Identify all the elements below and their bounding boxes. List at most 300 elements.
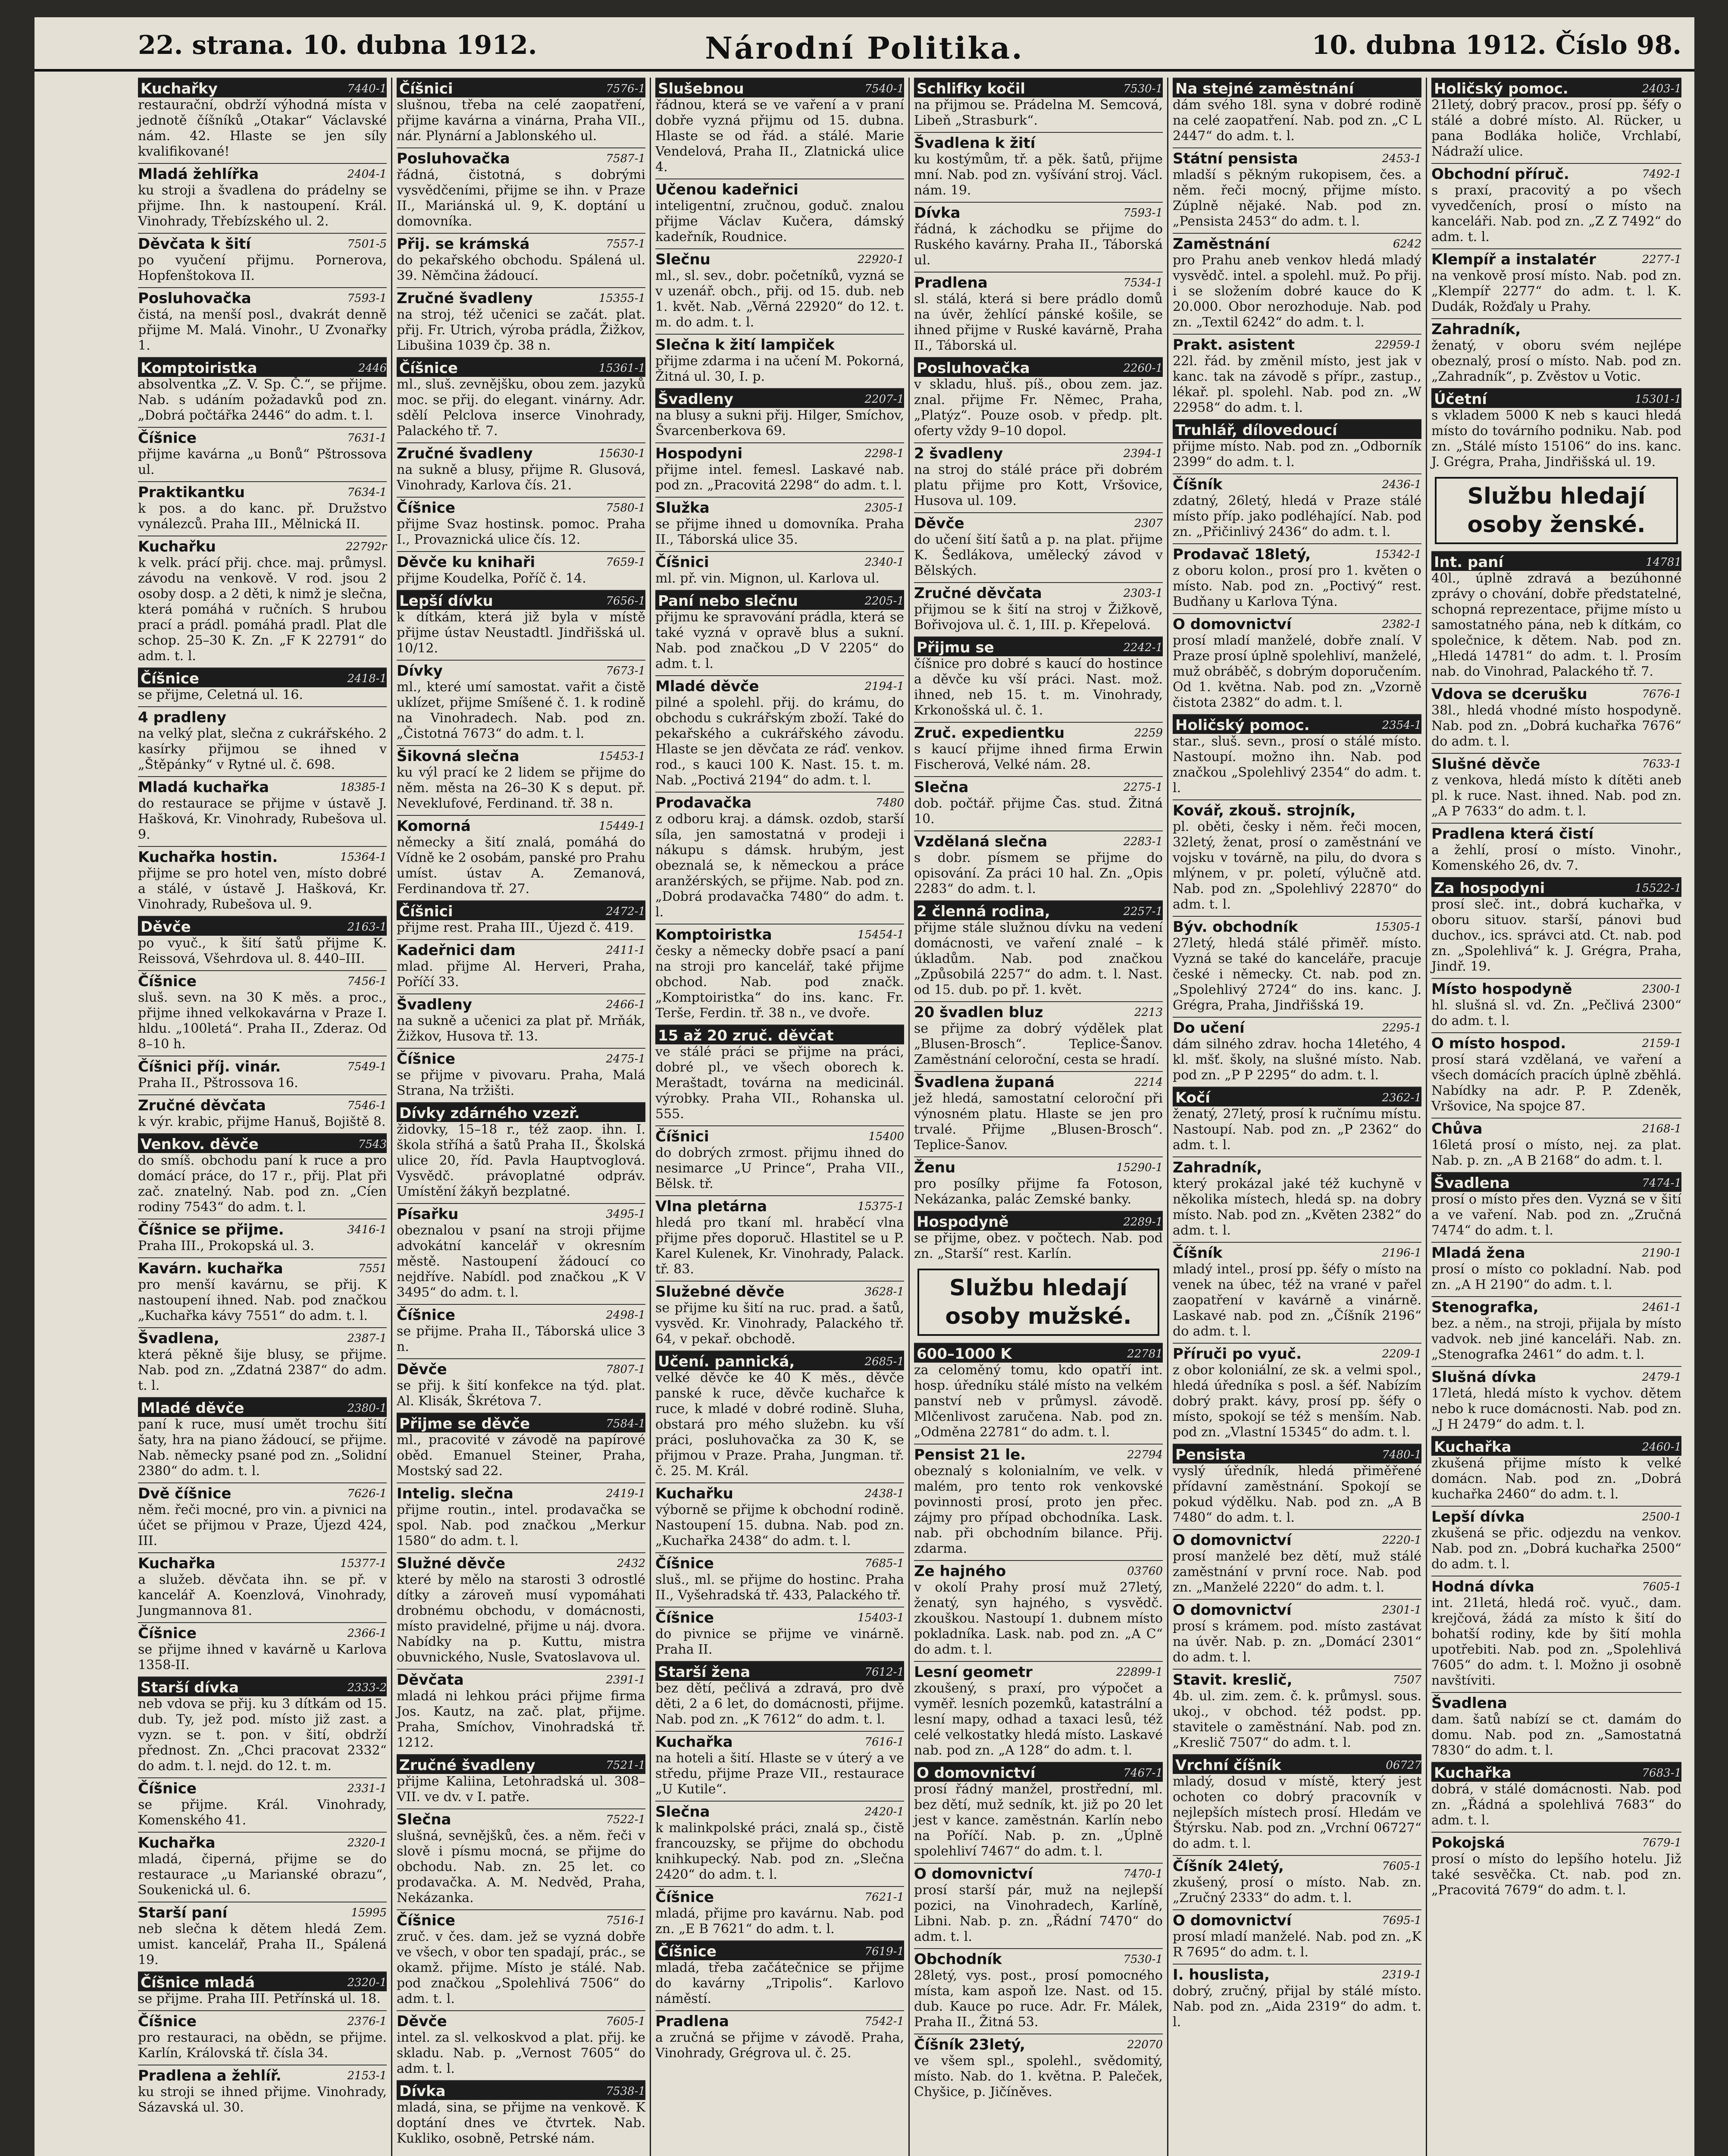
ad-heading xyxy=(655,1801,904,1821)
ad-heading-text: Číšnice xyxy=(655,1555,714,1572)
ad-body-text: zkoušený, s praxí, pro výpočet a vyměř. lesních pozemků, katastrální a lesní mapy, odhad a taxaci lesů, též celé velkostatky hledá místo. Laskavé nab. pod zn. „A 128“ do adm. t. l. xyxy=(914,1681,1163,1758)
ad-reference-number: 15630-1 xyxy=(598,447,645,460)
classified-ad xyxy=(1431,753,1681,819)
classified-ad xyxy=(914,1343,1163,1440)
ad-heading xyxy=(1173,1156,1421,1176)
classified-ad xyxy=(397,497,645,548)
ad-heading xyxy=(914,1948,1163,1968)
ad-reference-number: 7440-1 xyxy=(347,82,387,95)
ad-body-text: prosí stará vzdělaná, ve vaření a všech domácích pracích úplně zběhlá. Nabídky na adr. P. P. Zdeněk, Vršovice, Na spojce 87. xyxy=(1431,1052,1681,1114)
ad-heading xyxy=(1431,877,1681,897)
ad-heading-text: Posluhovačka xyxy=(397,150,510,167)
classified-ad xyxy=(914,1071,1163,1153)
classified-ad xyxy=(1431,978,1681,1029)
ad-reference-number: 2333-2 xyxy=(347,1681,387,1694)
ad-body-text: přijmou se k šití na stroj v Žižkově, Bořivojova ul. č. 1, III. p. Křepelová. xyxy=(914,602,1163,633)
ad-body-text: po vyučení přijmu. Pornerova, Hopfenštokova II. xyxy=(138,253,387,283)
ad-heading-text: Děvčata xyxy=(397,1671,464,1689)
ad-body-text: do restaurace se přijme v ústavě J. Hašková, Kr. Vinohrady, Rubešova ul. 9. xyxy=(138,796,387,842)
classified-ad xyxy=(1173,1855,1421,1906)
ad-heading xyxy=(138,1327,387,1347)
ad-heading-text: Hospodyni xyxy=(655,445,743,462)
ad-reference-number: 2387-1 xyxy=(347,1332,387,1345)
ad-body-text: ku stroji se ihned přijme. Vinohrady, Sázavská ul. 30. xyxy=(138,2084,387,2115)
classified-ad xyxy=(1431,1032,1681,1114)
ad-heading-text: Chůva xyxy=(1431,1120,1483,1138)
classified-ad xyxy=(1173,714,1421,796)
ad-heading-text: Lesní geometr xyxy=(914,1664,1033,1681)
ad-heading-text: Šikovná slečna xyxy=(397,748,520,765)
ad-heading xyxy=(138,1902,387,1921)
ad-reference-number: 2446 xyxy=(358,362,387,375)
classified-ad xyxy=(397,660,645,742)
ad-body-text: zkušená přijme místo k velké domácn. Nab. pod zn. „Dobrá kuchařka 2460“ do adm. t. l. xyxy=(1431,1456,1681,1502)
ad-reference-number: 7683-1 xyxy=(1642,1767,1681,1780)
ad-body-text: ml., sluš. zevnějšku, obou zem. jazyků moc. se přij. do elegant. vinárny. Adr. sdělí Pelclova inserce Vinohrady, Palackého tř. 7. xyxy=(397,377,645,439)
ad-heading xyxy=(655,497,904,517)
ad-heading xyxy=(914,1444,1163,1463)
section-heading-women: Službu hledají osoby ženské. xyxy=(1435,477,1678,544)
ad-heading-text: Za hospodyni xyxy=(1434,880,1545,897)
ad-heading xyxy=(397,1669,645,1689)
ad-reference-number: 7587-1 xyxy=(606,152,645,165)
classified-ad xyxy=(138,776,387,843)
ad-body-text: přijme intel. femesl. Laskavé nab. pod zn. „Pracovitá 2298“ do adm. t. l. xyxy=(655,462,904,493)
ad-heading-text: Vlna pletárna xyxy=(655,1198,767,1215)
classified-ad xyxy=(138,1133,387,1215)
ad-heading-text: Slečna k žití lampiček xyxy=(655,336,835,354)
ad-heading xyxy=(655,1281,904,1300)
ad-body-text: Praha II., Pštrossova 16. xyxy=(138,1075,298,1091)
classified-ad xyxy=(1173,1087,1421,1153)
ad-body-text: z odboru kraj. a dámsk. ozdob, starší síla, jen samostatná v prodeji i nákupu s dámsk. hrubým, jest obeznalá se, k německou a práce aranžérských, se přijme. Nab. pod zn. „Dobrá prodavačka 7480“ do adm. t. l. xyxy=(655,812,904,920)
ad-heading xyxy=(1431,1242,1681,1262)
ad-heading-text: 15 až 20 zruč. děvčat xyxy=(658,1027,834,1044)
ad-heading xyxy=(138,1094,387,1114)
ad-heading xyxy=(914,722,1163,742)
ad-heading xyxy=(138,1257,387,1277)
classified-ad xyxy=(1431,823,1681,874)
ad-reference-number: 7576-1 xyxy=(606,82,645,95)
classified-ad xyxy=(397,939,645,990)
classified-ad xyxy=(655,1731,904,1797)
ad-reference-number: 15361-1 xyxy=(598,362,645,375)
ad-reference-number: 7501-5 xyxy=(347,238,387,251)
ad-reference-number: 15995 xyxy=(351,1906,387,1919)
ad-body-text: jež hledá, samostatní celoroční při výnosném platu. Hlaste se jen pro trvalé. Přijme „Blusen-Brosch“. Teplice-Šanov. xyxy=(914,1091,1163,1153)
ad-body-text: pilné a spolehl. přij. do krámu, do obchodu s cukrářským zboží. Také do pekařského a cukrářského závodu. Hlaste se jen děvčata ze ráď. venkov. rod., s kauci 100 K. Nast. 15. t. m. Nab. „Poctivá 2194“ do adm. t. l. xyxy=(655,695,904,788)
ad-heading-text: Zručné švadleny xyxy=(399,1757,535,1774)
ad-reference-number: 22959-1 xyxy=(1374,338,1421,351)
ad-heading-text: Slečna xyxy=(914,779,969,796)
classified-ad xyxy=(1431,1366,1681,1432)
ad-heading-text: Přijme se děvče xyxy=(399,1415,530,1432)
ad-heading xyxy=(138,233,387,253)
ad-heading xyxy=(1173,1087,1421,1106)
classified-ad xyxy=(1431,78,1681,160)
ad-heading-text: Obchodní příruč. xyxy=(1431,166,1569,183)
ad-body-text: mladý intel., prosí pp. šéfy o místo na venek na úbec, též na vrané v pařel zaopatření v kavárně a vinárně. Laskavé nab. pod zn. „Číšník 2196“ do adm. t. l. xyxy=(1173,1262,1421,1339)
ad-reference-number: 2207-1 xyxy=(864,393,904,406)
classified-ad xyxy=(914,442,1163,509)
ad-reference-number: 7516-1 xyxy=(606,1914,645,1927)
classified-ad xyxy=(397,1552,645,1665)
ad-reference-number: 2320-1 xyxy=(347,1976,387,1989)
ad-body-text: s dobr. písmem se přijme do opisování. Za práci 10 hal. Zn. „Opis 2283“ do adm. t. l. xyxy=(914,850,1163,896)
ad-heading-text: Lepší dívka xyxy=(1431,1508,1525,1526)
ad-heading-text: Zruč. expedientku xyxy=(914,724,1065,742)
newspaper-title: Národní Politika. xyxy=(705,30,1024,66)
ad-heading xyxy=(1173,714,1421,734)
ad-body-text: která pěkně šije blusy, se přijme. Nab. pod zn. „Zdatná 2387“ do adm. t. l. xyxy=(138,1347,387,1393)
ad-heading xyxy=(138,2010,387,2030)
ad-heading-text: Slušné děvče xyxy=(1431,755,1540,773)
ad-heading xyxy=(397,1909,645,1929)
ad-reference-number: 2394-1 xyxy=(1123,447,1163,460)
classified-ad xyxy=(138,916,387,967)
ad-heading-text: Dívka xyxy=(399,2083,446,2100)
classified-ad xyxy=(1173,1529,1421,1595)
ad-heading xyxy=(1431,1506,1681,1526)
ad-body-text: do pekařského obchodu. Spálená ul. 39. Němčina žádoucí. xyxy=(397,253,645,283)
ad-reference-number: 7470-1 xyxy=(1123,1868,1163,1880)
classified-ad xyxy=(914,132,1163,198)
ad-body-text: absolventka „Z. V. Sp. Č.“, se přijme. Nab. s udáním požadavků pod zn. „Dobrá počtářka 2446“ do adm. t. l. xyxy=(138,377,387,423)
ad-heading xyxy=(914,636,1163,656)
ad-body-text: se přijme, obez. v počtech. Nab. pod zn. „Starší“ rest. Karlín. xyxy=(914,1231,1163,1261)
ad-reference-number: 2479-1 xyxy=(1642,1371,1681,1384)
ad-body-text: něm. řeči mocné, pro vin. a pivnici na účet se přijmou v Praze, Újezd 424, III. xyxy=(138,1502,387,1548)
ad-heading xyxy=(1173,1529,1421,1549)
ad-body-text: se přijme v pivovaru. Praha, Malá Strana, Na tržišti. xyxy=(397,1068,645,1098)
classified-ad xyxy=(138,667,387,703)
ad-heading-text: Zručné děvčata xyxy=(138,1097,266,1114)
ad-heading xyxy=(914,2034,1163,2053)
ad-body-text: se přijme ihned v kavárně u Karlova 1358-II. xyxy=(138,1642,387,1673)
ad-heading xyxy=(655,388,904,408)
ad-body-text: 28letý, vys. post., prosí pomocného místa, kam aspoň lze. Nast. od 15. dub. Kauce po ruce. Adr. Fr. Málek, Praha II., Žitná 53. xyxy=(914,1968,1163,2030)
ad-heading-text: Služné děvče xyxy=(397,1555,506,1572)
classified-ad xyxy=(1431,1242,1681,1293)
ad-reference-number: 2209-1 xyxy=(1382,1348,1421,1360)
ad-heading xyxy=(914,272,1163,291)
ad-heading-text: Číšnice xyxy=(138,1780,197,1797)
ad-heading-text: Číšnice mladá xyxy=(141,1974,255,1991)
ad-body-text: dob. počtář. přijme Čas. stud. Žitná 10. xyxy=(914,796,1163,827)
ad-heading-text: Do učení xyxy=(1173,1019,1245,1037)
ad-body-text: s kaucí přijme ihned firma Erwin Fischerová, Velké nám. 28. xyxy=(914,742,1163,772)
ad-heading-text: Holičský pomoc. xyxy=(1434,80,1568,97)
classified-ad xyxy=(138,1327,387,1394)
ad-reference-number: 2475-1 xyxy=(606,1053,645,1065)
ad-reference-number: 2213 xyxy=(1134,1006,1163,1019)
ad-reference-number: 6242 xyxy=(1393,238,1421,251)
ad-heading xyxy=(138,1777,387,1797)
classified-ad xyxy=(655,1195,904,1277)
classified-ad xyxy=(914,1560,1163,1658)
ad-heading xyxy=(138,1056,387,1075)
ad-body-text: neb vdova se přij. ku 3 dítkám od 15. dub. Ty, jež pod. místo již zast. a vyzn. se t. pon. v šití, obdrží přednost. Zn. „Chci pracovat 2332“ do adm. t. l. nejd. do 12. t. m. xyxy=(138,1696,387,1774)
ad-heading xyxy=(1431,1032,1681,1052)
ad-heading-text: Číšnice se přijme. xyxy=(138,1221,284,1238)
ad-heading-text: O domovnictví xyxy=(917,1764,1036,1782)
ad-reference-number: 7580-1 xyxy=(606,501,645,514)
ad-heading xyxy=(914,1211,1163,1231)
ad-heading xyxy=(397,1552,645,1572)
ad-heading-text: Kuchařku xyxy=(655,1485,733,1502)
ad-heading xyxy=(397,1754,645,1774)
classified-ad xyxy=(397,1909,645,2007)
ad-heading xyxy=(397,745,645,765)
ad-reference-number: 15364-1 xyxy=(340,851,387,864)
classified-ad xyxy=(1173,916,1421,1013)
ad-reference-number: 2259 xyxy=(1134,727,1163,740)
classified-ad xyxy=(655,1025,904,1122)
ad-body-text: sluš., ml. se přijme do hostinc. Praha II., Vyšehradská tř. 433, Palackého tř. xyxy=(655,1572,904,1603)
ad-reference-number: 22792r xyxy=(345,540,387,553)
ad-heading xyxy=(138,357,387,377)
classified-ad xyxy=(1173,473,1421,540)
ad-heading-text: Číšnice xyxy=(397,499,455,517)
ad-heading xyxy=(138,78,387,97)
ad-body-text: k velk. prácí přij. chce. maj. průmysl. závodu na venkově. V rod. jsou 2 osoby dosp. a 2 děti, k nimž je slečna, která pomáhá v ručních. S hrubou prací a prádl. pomáhá pradl. Plat dle schop. 25–30 K. Zn. „F K 22791“ do adm. t. l. xyxy=(138,555,387,664)
ad-body-text: na stroj, též učenici se začát. plat. přij. Fr. Utrich, výroba prádla, Žižkov, Libušina 1039 čp. 38 n. xyxy=(397,307,645,353)
ad-heading-text: Číšník 23letý, xyxy=(914,2036,1025,2053)
ad-heading-text: Pradlena xyxy=(914,274,988,291)
ad-heading xyxy=(1173,1855,1421,1875)
ad-body-text: 38l., hledá vhodné místo hospodyně. Nab. pod zn. „Dobrá kuchařka 7676“ do adm. t. l. xyxy=(1431,703,1681,749)
ad-heading-text: Kuchařky xyxy=(141,80,218,97)
ad-reference-number: 2382-1 xyxy=(1382,618,1421,631)
ad-reference-number: 2257-1 xyxy=(1123,905,1163,918)
ad-reference-number: 2220-1 xyxy=(1382,1534,1421,1547)
classified-ad xyxy=(655,924,904,1021)
ad-body-text: do smíš. obchodu paní k ruce a pro domácí práce, do 17 r., přij. Plat při zač. znatelný. Nab. pod zn. „Cíen rodiny 7543“ do adm. t. l. xyxy=(138,1153,387,1215)
classified-ad xyxy=(1431,1118,1681,1169)
ad-body-text: řádná, čistotná, s dobrými vysvědčeními, přijme se ihn. v Praze II., Mariánská ul. 9, K. doptání u domovníka. xyxy=(397,167,645,229)
ad-heading-text: Ze hajného xyxy=(914,1563,1006,1580)
classified-ad xyxy=(655,792,904,920)
classified-ad xyxy=(138,1257,387,1324)
ad-heading xyxy=(397,1482,645,1502)
classified-ad xyxy=(138,846,387,912)
ad-heading xyxy=(914,830,1163,850)
ad-heading-text: Venkov. děvče xyxy=(141,1136,259,1153)
ad-reference-number: 2159-1 xyxy=(1642,1037,1681,1050)
ad-heading-text: Vrchní číšník xyxy=(1175,1757,1281,1774)
ad-heading-text: Kavárn. kuchařka xyxy=(138,1260,283,1277)
classified-ad xyxy=(138,1482,387,1549)
ad-heading-text: Kuchařka xyxy=(138,1555,216,1572)
ad-heading xyxy=(655,179,904,198)
ad-heading xyxy=(1431,78,1681,97)
ad-body-text: a žehlí, prosí o místo. Vinohr., Komenského 26, dv. 7. xyxy=(1431,843,1681,873)
classified-ad xyxy=(655,675,904,788)
classified-ad xyxy=(1173,1156,1421,1238)
ad-heading-text: Švadlena k žití xyxy=(914,135,1036,152)
classified-ad xyxy=(1173,1343,1421,1440)
ad-heading-text: Praktikantku xyxy=(138,484,245,501)
ad-column xyxy=(910,78,1168,2156)
ad-heading-text: Kuchařka xyxy=(655,1733,733,1751)
ad-heading xyxy=(138,1971,387,1991)
ad-reference-number: 22920-1 xyxy=(857,253,904,266)
ad-heading xyxy=(655,1607,904,1626)
classified-ad xyxy=(914,272,1163,354)
classified-ad xyxy=(397,551,645,586)
classified-ad xyxy=(1173,1017,1421,1083)
classified-ad xyxy=(138,1902,387,1968)
ad-reference-number: 14781 xyxy=(1646,556,1681,569)
ad-heading xyxy=(397,1413,645,1432)
ad-heading-text: Číšnice xyxy=(658,1943,717,1960)
ad-heading xyxy=(138,481,387,501)
classified-ad xyxy=(655,78,904,175)
ad-body-text: se přijme. Praha II., Táborská ulice 3 n. xyxy=(397,1324,645,1354)
ad-heading xyxy=(914,1560,1163,1580)
ad-body-text: velké děvče ke 40 K měs., děvče panské k ruce, děvče kuchařce k ruce, k mladé v dobré rodině. Sluha, obstará pro mého služebn. ku vší práci, posluhovačka za 30 K, se přijmou v Praze. Praha, Jungman. tř. č. 25. M. Král. xyxy=(655,1370,904,1479)
ad-heading-text: Klempíř a instalatér xyxy=(1431,251,1596,268)
ad-heading-text: Hodná dívka xyxy=(1431,1578,1534,1595)
classified-ad xyxy=(655,2010,904,2061)
ad-reference-number: 2362-1 xyxy=(1382,1091,1421,1104)
classified-ad xyxy=(138,2065,387,2115)
ad-body-text: přijme rest. Praha III., Újezd č. 419. xyxy=(397,920,634,935)
ad-body-text: zdatný, 26letý, hledá v Praze stálé místo příp. jako podléhající. Nab. pod zn. „Přičinlivý 2436“ do adm. t. l. xyxy=(1173,493,1421,539)
ad-reference-number: 3628-1 xyxy=(864,1285,904,1298)
ad-heading xyxy=(914,78,1163,97)
ad-heading xyxy=(1431,248,1681,268)
ad-reference-number: 15403-1 xyxy=(857,1611,904,1624)
classified-ad xyxy=(1173,78,1421,144)
ad-heading-text: Číšnice xyxy=(397,1050,455,1068)
ad-heading xyxy=(655,1886,904,1906)
classified-ad xyxy=(397,2080,645,2147)
ad-reference-number: 7605-1 xyxy=(606,2015,645,2028)
ad-reference-number: 2380-1 xyxy=(347,1402,387,1415)
classified-ad xyxy=(1173,1669,1421,1751)
classified-ad xyxy=(1431,1436,1681,1502)
classified-ad xyxy=(1173,1599,1421,1665)
classified-ad xyxy=(397,1048,645,1099)
ad-body-text: na velký plat, slečna z cukrářského. 2 kasírky přijmou se ihned v „Štěpánky“ v Rytné ul. č. 698. xyxy=(138,726,387,772)
ad-heading xyxy=(1173,1964,1421,1984)
ad-reference-number: 7530-1 xyxy=(1123,82,1163,95)
classified-ad xyxy=(1431,1506,1681,1572)
ad-heading-text: Číšnici xyxy=(655,1128,709,1145)
ad-body-text: přijme Kaliina, Letohradská ul. 308–VII. ve dv. v I. patře. xyxy=(397,1774,645,1805)
ad-heading xyxy=(914,1762,1163,1782)
ad-heading xyxy=(914,776,1163,796)
ad-reference-number: 2331-1 xyxy=(347,1782,387,1795)
ad-body-text: intel. za sl. velkoskvod a plat. přij. ke skladu. Nab. p. „Vernost 7605“ do adm. t. l. xyxy=(397,2030,645,2076)
ad-reference-number: 7695-1 xyxy=(1382,1914,1421,1927)
ad-reference-number: 7676-1 xyxy=(1642,688,1681,701)
classified-ad xyxy=(138,233,387,284)
ad-body-text: prosí starší pár, muž na nejlepší pozici, na Vinohradech, Karlíně, Libni. Nab. p. zn. „Řádní 7470“ do adm. t. l. xyxy=(914,1883,1163,1944)
ad-body-text: 40l., úplně zdravá a bezúhonné zprávy o chování, dobře předstatelné, schopná reprezentace, přijme místo u samostatného pána, neb k dítkám, co společnice, k dětem. Nab. pod zn. „Hledá 14781“ do adm. t. l. Prosím nab. do Vinohrad, Palackého tř. 7. xyxy=(1431,571,1681,679)
ad-column xyxy=(1427,78,1686,2156)
ad-heading-text: Kuchařku xyxy=(138,538,216,555)
ad-reference-number: 7593-1 xyxy=(1123,207,1163,219)
ad-heading-text: Švadleny xyxy=(397,996,473,1013)
ad-heading-text: Zaměstnání xyxy=(1173,235,1270,253)
classified-ad xyxy=(914,582,1163,633)
ad-reference-number: 2319-1 xyxy=(1382,1968,1421,1981)
ad-reference-number: 7521-1 xyxy=(606,1759,645,1772)
ad-heading xyxy=(1173,147,1421,167)
ad-heading-text: Švadlena xyxy=(1431,1695,1507,1712)
ad-body-text: na stroj do stálé práce při dobrém platu přijme pro Kott, Vršovice, Husova ul. 109. xyxy=(914,462,1163,508)
ad-reference-number: 3495-1 xyxy=(606,1208,645,1221)
classified-ad xyxy=(914,2034,1163,2100)
ad-reference-number: 15375-1 xyxy=(857,1200,904,1213)
ad-body-text: výborně se přijme k obchodní rodině. Nastoupení 15. dubna. Nab. pod zn. „Kuchařka 2438“ do adm. t. l. xyxy=(655,1502,904,1548)
classified-ad xyxy=(914,636,1163,718)
ad-body-text: mladá ni lehkou práci přijme firma Jos. Kautz, na zač. plat, přijme. Praha, Smíchov, Vinohradská tř. 1212. xyxy=(397,1689,645,1750)
ad-heading-text: Mladá kuchařka xyxy=(138,779,269,796)
ad-body-text: ml., které umí samostat. vařit a čistě uklízet, přijme Smíšené č. 1. k rodině na Vinohradech. Nab. pod zn. „Čistotná 7673“ do adm. t. l. xyxy=(397,680,645,741)
classified-ad xyxy=(1173,613,1421,711)
ad-heading-text: Kadeřnici dam xyxy=(397,942,516,959)
ad-reference-number: 7807-1 xyxy=(606,1363,645,1376)
ad-heading-text: Holičský pomoc. xyxy=(1175,717,1310,734)
ad-heading xyxy=(138,916,387,936)
ad-body-text: česky a německy dobře psací a paní na stroji pro kancelář, také přijme obchod. Nab. pod značk. „Komptoiristka“ do ins. kanc. Fr. Terše, Ferdin. tř. 38 n., ve dvoře. xyxy=(655,943,904,1021)
ad-body-text: z obor koloniální, ze sk. a velmi spol., hledá úředníka s posl. a šéf. Nabízím dobrý prakt. kávy, prosí pp. šéfy o místo, spokojí se též s menším. Nab. pod zn. „Vlastní 15345“ do adm. t. l. xyxy=(1173,1363,1421,1440)
ad-body-text: mladý, dosud v místě, který jest ochoten co dobrý pracovník v nejlepších místech prosí. Hledám ve Štýrsku. Nab. pod zn. „Vrchní 06727“ do adm. t. l. xyxy=(1173,1774,1421,1851)
ad-reference-number: 7679-1 xyxy=(1642,1836,1681,1849)
ad-reference-number: 2260-1 xyxy=(1123,362,1163,375)
ad-body-text: pro restauraci, na obědn, se přijme. Karlín, Královská tř. čísla 34. xyxy=(138,2030,387,2061)
ad-heading-text: Kuchařka hostin. xyxy=(138,849,278,866)
classified-ad xyxy=(397,590,645,656)
ad-heading xyxy=(655,675,904,695)
ad-body-text: v skladu, hluš. píš., obou zem. jaz. znal. přijme Fr. Němec, Praha, „Platýz“. Pouze osob. v předp. plt. oferty vždy 9–10 dopol. xyxy=(914,377,1163,439)
ad-reference-number: 2466-1 xyxy=(606,998,645,1011)
classified-ad xyxy=(397,1304,645,1355)
ad-body-text: v okolí Prahy prosí muž 27letý, ženatý, syn hajného, s vysvědč. zkouškou. Nastoupí 1. dubnem místo pokladníka. Lask. nab. pod zn. „A C“ do adm. t. l. xyxy=(914,1580,1163,1657)
ad-heading xyxy=(397,815,645,835)
ad-body-text: řádnou, která se ve vaření a v praní dobře vyzná přijmu od 15. dubna. Hlaste se od řád. a stálé. Marie Vendelová, Praha II., Zlatnická ulice 4. xyxy=(655,97,904,175)
ad-heading-text: O domovnictví xyxy=(1173,1912,1292,1929)
ad-body-text: prosí o místo přes den. Vyzná se v šití a ve vaření. Nab. pod zn. „Zručná 7474“ do adm. t. l. xyxy=(1431,1192,1681,1238)
ad-heading-text: Dívky zdárného vzezř. xyxy=(399,1105,580,1122)
ad-heading-text: Prakt. asistent xyxy=(1173,336,1295,354)
ad-heading xyxy=(1431,1576,1681,1595)
ad-heading xyxy=(138,706,387,726)
ad-heading-text: Slušná dívka xyxy=(1431,1369,1537,1386)
ad-reference-number: 15454-1 xyxy=(857,928,904,941)
ad-heading-text: Děvče xyxy=(397,2013,447,2030)
ad-reference-number: 7540-1 xyxy=(864,82,904,95)
ad-body-text: prosí o místo do lepšího hotelu. Již také sesvěčka. Ct. nab. pod zn. „Pracovitá 7679“ do adm. t. l. xyxy=(1431,1852,1681,1898)
ad-heading-text: Číšnice xyxy=(138,429,197,447)
ad-heading-text: I. houslista, xyxy=(1173,1966,1270,1984)
classified-ad xyxy=(1173,419,1421,470)
ad-heading-text: Přijmu se xyxy=(917,639,994,656)
ad-heading-text: Státní pensista xyxy=(1173,150,1298,167)
ad-heading-text: Švadlena xyxy=(1434,1175,1510,1192)
ad-reference-number: 2420-1 xyxy=(864,1805,904,1818)
ad-body-text: k pos. a do kanc. př. Družstvo vynálezců. Praha III., Mělnická II. xyxy=(138,501,387,532)
ad-heading-text: Mladé děvče xyxy=(655,678,759,695)
classified-ad xyxy=(1173,543,1421,610)
ad-reference-number: 2391-1 xyxy=(606,1673,645,1686)
ad-heading-text: O domovnictví xyxy=(1173,1532,1292,1549)
ad-reference-number: 2300-1 xyxy=(1642,983,1681,996)
classified-ad xyxy=(655,551,904,586)
